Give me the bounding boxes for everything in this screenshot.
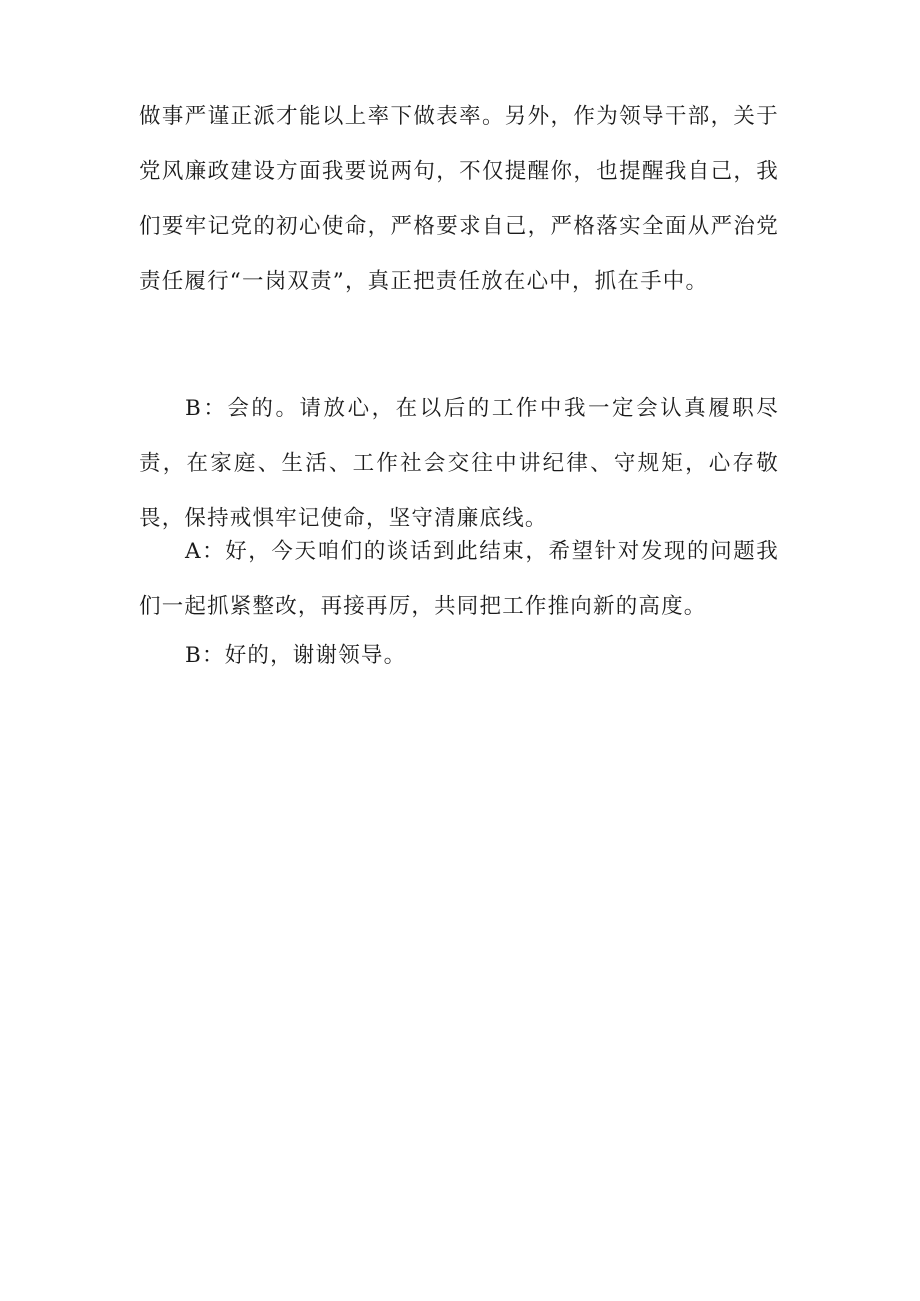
paragraph-b-reply: B：会的。请放心，在以后的工作中我一定会认真履职尽责，在家庭、生活、工作社会交往中讲纪律、守规矩，心存敬畏，保持戒惧牢记使命，坚守清廉底线。 bbox=[139, 396, 779, 531]
paragraph-b-thanks: B：好的，谢谢领导。 bbox=[185, 643, 407, 668]
paragraph-a-closing: A：好，今天咱们的谈话到此结束，希望针对发现的问题我们一起抓紧整改，再接再厉，共同把工作推向新的高度。 bbox=[139, 539, 779, 619]
paragraph-continuation: 做事严谨正派才能以上率下做表率。另外，作为领导干部，关于党风廉政建设方面我要说两句，不仅提醒你，也提醒我自己，我们要牢记党的初心使命，严格要求自己，严格落实全面从严治党责任履行“一岗双责”，真正把责任放在心中，抓在手中。 bbox=[139, 104, 779, 294]
